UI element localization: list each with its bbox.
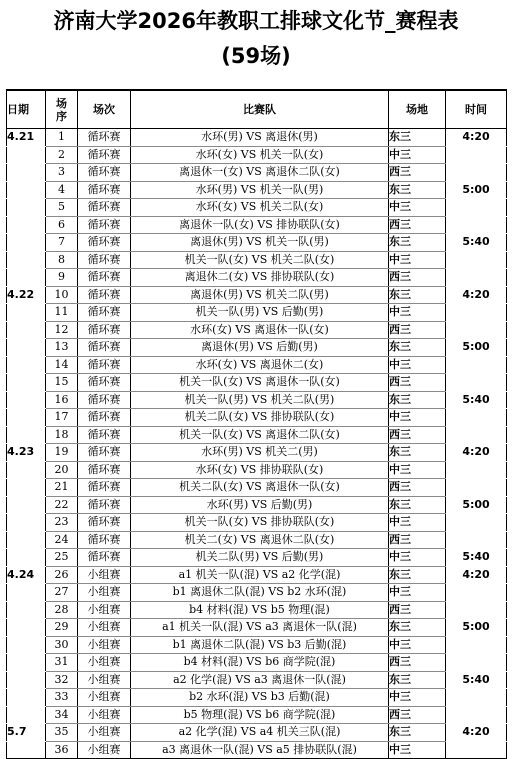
venue-cell: 中三 [389,461,446,479]
date-cell: 4.24 [7,566,46,584]
match-cell: a2 化学(混) VS a4 机关三队(混) [131,724,389,742]
time-cell [446,374,507,392]
seq-cell: 26 [46,566,78,584]
table-row [7,181,507,199]
seq-cell: 19 [46,444,78,462]
date-cell: 4.21 [7,129,46,147]
table-row [7,689,507,707]
seq-cell: 35 [46,724,78,742]
date-cell [7,531,46,549]
venue-cell: 东三 [389,496,446,514]
date-cell [7,654,46,672]
venue-cell: 中三 [389,251,446,269]
seq-cell: 12 [46,321,78,339]
schedule-body [7,129,507,759]
match-cell: 离退休一(女) VS 离退休二队(女) [131,164,389,182]
seq-cell: 6 [46,216,78,234]
time-cell: 4:20 [446,129,507,147]
header-match: 比赛队 [131,90,389,129]
date-cell [7,304,46,322]
round-cell: 小组赛 [78,671,131,689]
round-cell: 循环赛 [78,426,131,444]
round-cell: 小组赛 [78,636,131,654]
match-cell: 机关二队(女) VS 排协联队(女) [131,409,389,427]
time-cell [446,199,507,217]
match-cell: 水环(男) VS 机关二(男) [131,444,389,462]
match-cell: b5 物理(混) VS b6 商学院(混) [131,706,389,724]
venue-cell: 中三 [389,146,446,164]
time-cell [446,321,507,339]
time-cell: 5:00 [446,619,507,637]
match-cell: 离退休二(女) VS 排协联队(女) [131,269,389,287]
table-row [7,304,507,322]
time-cell [446,514,507,532]
round-cell: 循环赛 [78,251,131,269]
seq-cell: 33 [46,689,78,707]
round-cell: 循环赛 [78,199,131,217]
venue-cell: 西三 [389,479,446,497]
date-cell [7,199,46,217]
match-cell: a2 化学(混) VS a3 离退休一队(混) [131,671,389,689]
venue-cell: 东三 [389,339,446,357]
table-row [7,129,507,147]
date-cell [7,584,46,602]
date-cell [7,216,46,234]
venue-cell: 东三 [389,444,446,462]
round-cell: 循环赛 [78,129,131,147]
time-cell: 5:40 [446,234,507,252]
table-row [7,514,507,532]
seq-cell: 25 [46,549,78,567]
date-cell [7,146,46,164]
table-row [7,269,507,287]
date-cell [7,374,46,392]
date-cell: 4.23 [7,444,46,462]
seq-cell: 3 [46,164,78,182]
time-cell [446,654,507,672]
round-cell: 小组赛 [78,724,131,742]
venue-cell: 中三 [389,584,446,602]
venue-cell: 西三 [389,269,446,287]
header-date: 日期 [7,90,46,129]
time-cell: 5:00 [446,181,507,199]
round-cell: 循环赛 [78,374,131,392]
match-cell: b1 离退休二队(混) VS b3 后勤(混) [131,636,389,654]
seq-cell: 16 [46,391,78,409]
table-row [7,199,507,217]
venue-cell: 中三 [389,304,446,322]
match-cell: 水环(女) VS 离退休二(女) [131,356,389,374]
round-cell: 循环赛 [78,409,131,427]
header-seq [46,90,78,129]
date-cell [7,619,46,637]
venue-cell: 西三 [389,164,446,182]
seq-cell: 10 [46,286,78,304]
seq-cell: 2 [46,146,78,164]
table-row [7,391,507,409]
time-cell: 5:00 [446,339,507,357]
match-cell: 离退休(男) VS 机关一队(男) [131,234,389,252]
table-row [7,531,507,549]
round-cell: 循环赛 [78,181,131,199]
time-cell [446,479,507,497]
table-row [7,584,507,602]
round-cell: 循环赛 [78,286,131,304]
round-cell: 小组赛 [78,619,131,637]
seq-cell: 14 [46,356,78,374]
match-cell: a3 离退休一队(混) VS a5 排协联队(混) [131,741,389,759]
seq-cell: 22 [46,496,78,514]
seq-cell: 32 [46,671,78,689]
date-cell [7,496,46,514]
date-cell [7,391,46,409]
match-cell: 机关二队(男) VS 后勤(男) [131,549,389,567]
seq-cell: 21 [46,479,78,497]
table-row [7,619,507,637]
seq-cell: 7 [46,234,78,252]
venue-cell: 中三 [389,199,446,217]
venue-cell: 东三 [389,286,446,304]
seq-cell: 15 [46,374,78,392]
table-row [7,321,507,339]
round-cell: 循环赛 [78,479,131,497]
round-cell: 循环赛 [78,549,131,567]
venue-cell: 中三 [389,549,446,567]
date-cell [7,181,46,199]
table-row [7,374,507,392]
seq-cell: 30 [46,636,78,654]
round-cell: 循环赛 [78,356,131,374]
venue-cell: 中三 [389,409,446,427]
match-cell: 水环(男) VS 离退休(男) [131,129,389,147]
seq-cell: 36 [46,741,78,759]
date-cell [7,461,46,479]
seq-cell: 5 [46,199,78,217]
time-cell [446,216,507,234]
time-cell [446,356,507,374]
venue-cell: 西三 [389,374,446,392]
time-cell: 5:40 [446,391,507,409]
time-cell [446,689,507,707]
match-cell: 水环(女) VS 排协联队(女) [131,461,389,479]
match-cell: 水环(女) VS 离退休一队(女) [131,321,389,339]
time-cell [446,269,507,287]
venue-cell: 东三 [389,129,446,147]
date-cell [7,321,46,339]
time-cell [446,584,507,602]
match-cell: 水环(男) VS 后勤(男) [131,496,389,514]
seq-cell: 11 [46,304,78,322]
table-row [7,706,507,724]
round-cell: 循环赛 [78,216,131,234]
match-cell: 机关一队(女) VS 离退休二队(女) [131,426,389,444]
table-row [7,461,507,479]
match-cell: b2 水环(混) VS b3 后勤(混) [131,689,389,707]
date-cell [7,479,46,497]
date-cell [7,339,46,357]
date-cell [7,689,46,707]
table-row [7,654,507,672]
venue-cell: 东三 [389,619,446,637]
venue-cell: 中三 [389,514,446,532]
table-row [7,636,507,654]
match-cell: b4 材料(混) VS b5 物理(混) [131,601,389,619]
date-cell [7,164,46,182]
date-cell [7,549,46,567]
round-cell: 小组赛 [78,566,131,584]
time-cell [446,531,507,549]
round-cell: 循环赛 [78,321,131,339]
venue-cell: 西三 [389,426,446,444]
venue-cell: 东三 [389,181,446,199]
seq-cell: 17 [46,409,78,427]
venue-cell: 西三 [389,216,446,234]
venue-cell: 西三 [389,321,446,339]
time-cell [446,409,507,427]
header-seq-label: 场 序 [56,96,67,123]
seq-cell: 29 [46,619,78,637]
round-cell: 循环赛 [78,496,131,514]
match-cell: 离退休(男) VS 机关二队(男) [131,286,389,304]
seq-cell: 18 [46,426,78,444]
match-cell: 机关一队(女) VS 离退休一队(女) [131,374,389,392]
schedule-table [6,89,507,759]
round-cell: 小组赛 [78,689,131,707]
time-cell: 4:20 [446,444,507,462]
header-venue: 场地 [389,90,446,129]
round-cell: 循环赛 [78,234,131,252]
header-time: 时间 [446,90,507,129]
match-cell: 离退休一队(女) VS 排协联队(女) [131,216,389,234]
round-cell: 循环赛 [78,461,131,479]
seq-cell: 23 [46,514,78,532]
round-cell: 循环赛 [78,339,131,357]
round-cell: 小组赛 [78,654,131,672]
seq-cell: 28 [46,601,78,619]
seq-cell: 31 [46,654,78,672]
table-row [7,409,507,427]
date-cell [7,234,46,252]
date-cell [7,426,46,444]
table-row [7,339,507,357]
match-cell: 水环(女) VS 机关一队(女) [131,146,389,164]
match-cell: 离退休(男) VS 后勤(男) [131,339,389,357]
venue-cell: 东三 [389,671,446,689]
date-cell [7,251,46,269]
time-cell: 5:40 [446,671,507,689]
table-row [7,566,507,584]
match-cell: 水环(女) VS 机关二队(女) [131,199,389,217]
table-row [7,444,507,462]
date-cell [7,601,46,619]
date-cell [7,409,46,427]
match-cell: 机关二队(女) VS 离退休一队(女) [131,479,389,497]
venue-cell: 东三 [389,234,446,252]
page-title: 济南大学2026年教职工排球文化节_赛程表 [53,9,459,33]
table-row [7,671,507,689]
round-cell: 循环赛 [78,444,131,462]
time-cell [446,304,507,322]
round-cell: 循环赛 [78,164,131,182]
page-subtitle: (59场) [221,44,291,68]
seq-cell: 8 [46,251,78,269]
date-cell [7,356,46,374]
round-cell: 循环赛 [78,531,131,549]
round-cell: 小组赛 [78,601,131,619]
header-round: 场次 [78,90,131,129]
table-row [7,496,507,514]
date-cell [7,514,46,532]
time-cell [446,426,507,444]
time-cell [446,706,507,724]
round-cell: 小组赛 [78,584,131,602]
time-cell: 4:20 [446,566,507,584]
date-cell [7,671,46,689]
time-cell [446,164,507,182]
date-cell [7,706,46,724]
header-row [7,90,507,129]
match-cell: 机关一队(男) VS 后勤(男) [131,304,389,322]
seq-cell: 1 [46,129,78,147]
seq-cell: 4 [46,181,78,199]
venue-cell: 东三 [389,391,446,409]
match-cell: 机关一队(女) VS 机关二队(女) [131,251,389,269]
time-cell [446,251,507,269]
seq-cell: 20 [46,461,78,479]
time-cell: 4:20 [446,724,507,742]
time-cell [446,601,507,619]
seq-cell: 9 [46,269,78,287]
match-cell: a1 机关一队(混) VS a3 离退休一队(混) [131,619,389,637]
venue-cell: 中三 [389,356,446,374]
table-row [7,164,507,182]
venue-cell: 东三 [389,724,446,742]
round-cell: 小组赛 [78,706,131,724]
date-cell [7,741,46,759]
venue-cell: 西三 [389,531,446,549]
time-cell: 5:40 [446,549,507,567]
seq-cell: 13 [46,339,78,357]
seq-cell: 34 [46,706,78,724]
venue-cell: 东三 [389,566,446,584]
match-cell: 机关二(女) VS 离退休二队(女) [131,531,389,549]
match-cell: b4 材料(混) VS b6 商学院(混) [131,654,389,672]
match-cell: b1 离退休二队(混) VS b2 水环(混) [131,584,389,602]
date-cell [7,636,46,654]
round-cell: 小组赛 [78,741,131,759]
table-row [7,479,507,497]
match-cell: 水环(男) VS 机关一队(男) [131,181,389,199]
table-row [7,234,507,252]
table-row [7,146,507,164]
venue-cell: 中三 [389,636,446,654]
round-cell: 循环赛 [78,269,131,287]
seq-cell: 27 [46,584,78,602]
match-cell: a1 机关一队(混) VS a2 化学(混) [131,566,389,584]
match-cell: 机关一队(男) VS 机关二队(男) [131,391,389,409]
table-row [7,286,507,304]
table-row [7,724,507,742]
venue-cell: 中三 [389,741,446,759]
table-row [7,426,507,444]
time-cell [446,636,507,654]
table-row [7,251,507,269]
venue-cell: 西三 [389,706,446,724]
date-cell: 5.7 [7,724,46,742]
table-row [7,216,507,234]
round-cell: 循环赛 [78,514,131,532]
round-cell: 循环赛 [78,391,131,409]
time-cell [446,741,507,759]
round-cell: 循环赛 [78,146,131,164]
time-cell [446,146,507,164]
venue-cell: 西三 [389,654,446,672]
venue-cell: 西三 [389,601,446,619]
table-row [7,549,507,567]
seq-cell: 24 [46,531,78,549]
table-row [7,356,507,374]
table-row [7,601,507,619]
round-cell: 循环赛 [78,304,131,322]
time-cell [446,461,507,479]
time-cell: 4:20 [446,286,507,304]
table-row [7,741,507,759]
time-cell: 5:00 [446,496,507,514]
date-cell [7,269,46,287]
match-cell: 机关一队(女) VS 排协联队(女) [131,514,389,532]
venue-cell: 中三 [389,689,446,707]
date-cell: 4.22 [7,286,46,304]
